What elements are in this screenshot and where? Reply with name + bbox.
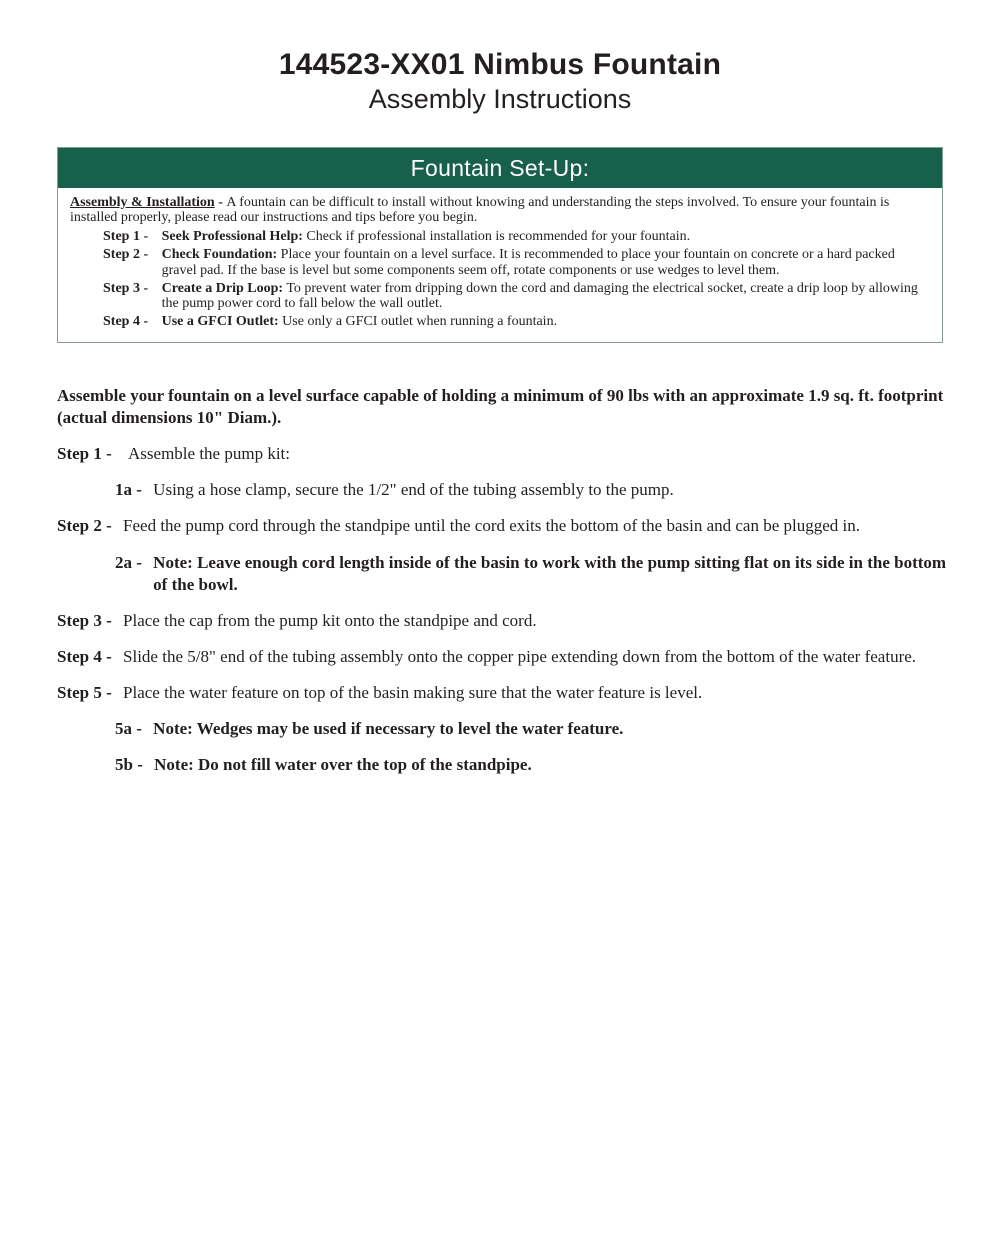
setup-box-body <box>58 188 942 343</box>
setup-step-bold-title: Check Foundation: <box>161 246 278 262</box>
step-text: Assemble the pump kit: <box>128 444 290 464</box>
step-label: Step 2 - <box>57 516 117 536</box>
step-text: Feed the pump cord through the standpipe until the cord exits the bottom of the basin and can be plugged in. <box>123 516 861 536</box>
main-step <box>57 646 947 668</box>
setup-step-label: Step 1 - <box>103 229 152 245</box>
main-intro-paragraph: Assemble your fountain on a level surface capable of holding a minimum of 90 lbs with an approximate 1.9 sq. ft. footprint (actual dimensions 10" Diam.). <box>57 386 944 428</box>
setup-intro-paragraph <box>70 195 930 227</box>
setup-step-label: Step 2 - <box>103 246 152 262</box>
step-text: Note: Do not fill water over the top of the standpipe. <box>154 755 532 775</box>
setup-step-body: Use only a GFCI outlet when running a fountain. <box>278 314 558 330</box>
step-text: Place the cap from the pump kit onto the standpipe and cord. <box>123 610 537 630</box>
setup-step <box>70 281 930 313</box>
step-text: Note: Wedges may be used if necessary to level the water feature. <box>153 718 624 738</box>
main-step <box>57 515 947 537</box>
step-label: 1a - <box>115 480 147 500</box>
setup-intro-dash: - <box>214 194 227 210</box>
setup-step-text <box>162 229 930 245</box>
sub-step <box>115 479 947 501</box>
setup-step-bold-title: Create a Drip Loop: <box>161 280 284 296</box>
setup-step-text <box>162 247 930 279</box>
fountain-setup-box <box>57 147 943 344</box>
main-step <box>57 682 947 704</box>
setup-intro-label: Assembly & Installation <box>70 194 215 210</box>
assembly-instructions <box>57 385 947 776</box>
setup-step-body: To prevent water from dripping down the cord and damaging the electrical socket, create a drip loop by allowing the pump power cord to fall below the wall outlet. <box>161 280 918 312</box>
sub-step <box>115 718 947 740</box>
step-label: Step 3 - <box>57 610 117 630</box>
step-text: Note: Leave enough cord length inside of the basin to work with the pump sitting flat on its side in the bottom of the bowl. <box>153 552 947 594</box>
step-label: 2a - <box>115 552 147 572</box>
step-label: 5a - <box>115 718 147 738</box>
title-block <box>0 0 1000 115</box>
setup-step-bold-title: Seek Professional Help: <box>161 229 303 245</box>
step-text: Using a hose clamp, secure the 1/2" end of the tubing assembly to the pump. <box>153 480 674 500</box>
setup-step-bold-title: Use a GFCI Outlet: <box>161 314 279 330</box>
setup-step <box>70 229 930 245</box>
setup-step <box>70 247 930 279</box>
setup-step-label: Step 4 - <box>103 314 152 330</box>
setup-step-label: Step 3 - <box>103 280 152 296</box>
step-label: Step 4 - <box>57 646 117 666</box>
setup-step-text <box>162 281 930 313</box>
page-title: 144523-XX01 Nimbus Fountain <box>278 48 722 81</box>
sub-step <box>115 754 947 776</box>
page-subtitle: Assembly Instructions <box>368 83 632 114</box>
step-label: Step 5 - <box>57 682 117 702</box>
setup-intro-text: A fountain can be difficult to install without knowing and understanding the steps involved. To ensure your fountain is installed properly, please read our instructions and tips before you begin. <box>70 194 890 226</box>
setup-step-body: Check if professional installation is recommended for your fountain. <box>302 229 691 245</box>
step-label: Step 1 - <box>57 444 117 464</box>
sub-step <box>115 552 947 596</box>
step-label: 5b - <box>115 755 148 775</box>
main-steps-list <box>57 443 947 776</box>
setup-steps-list <box>70 229 930 330</box>
setup-box-header: Fountain Set-Up: <box>58 148 942 188</box>
main-step <box>57 610 947 632</box>
main-step <box>57 443 947 465</box>
setup-step <box>70 314 930 330</box>
step-text: Slide the 5/8" end of the tubing assembly onto the copper pipe extending down from the bottom of the water feature. <box>123 646 917 666</box>
setup-step-body: Place your fountain on a level surface. It is recommended to place your fountain on concrete or a hard packed gravel pad. If the base is level but some components seem off, rotate components or use wedges to level them. <box>161 246 895 278</box>
step-text: Place the water feature on top of the basin making sure that the water feature is level. <box>123 682 703 702</box>
setup-step-text <box>162 314 930 330</box>
